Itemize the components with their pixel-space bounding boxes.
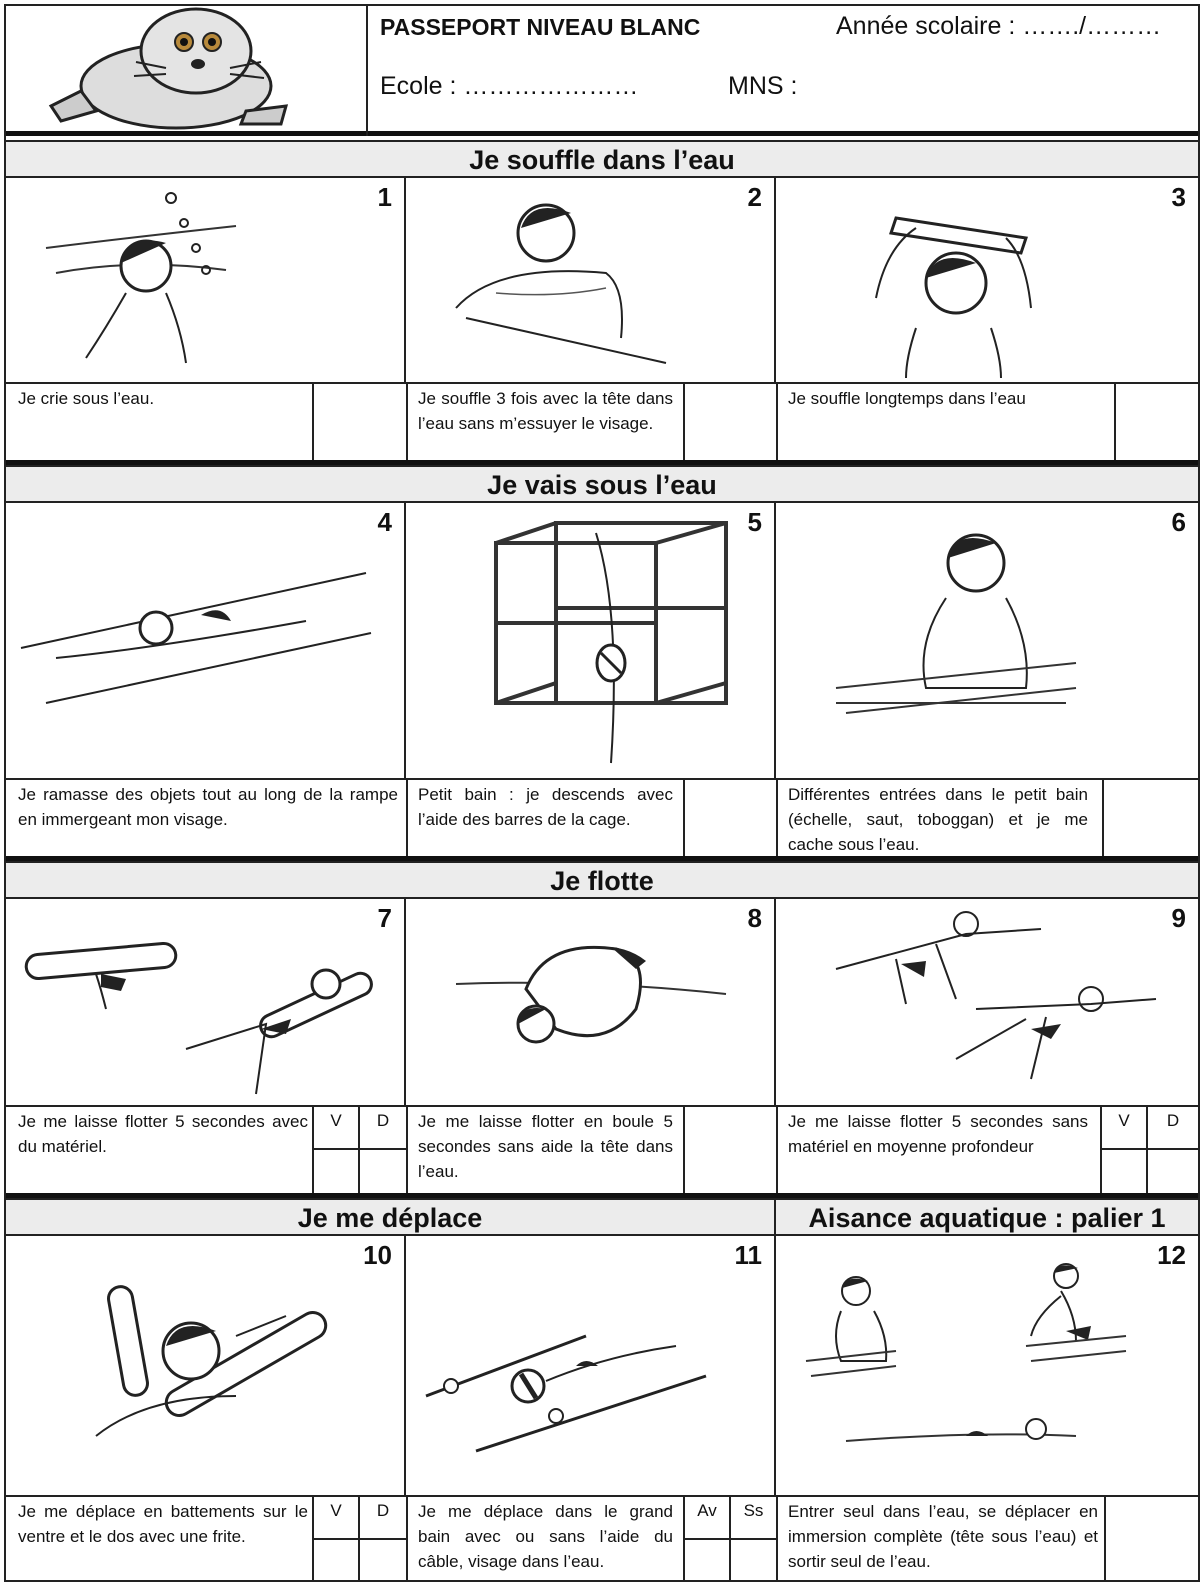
check-box[interactable] bbox=[685, 384, 776, 460]
check-box[interactable] bbox=[1104, 780, 1198, 856]
skill-description: Je me laisse flotter 5 secondes sans matériel en moyenne profondeur bbox=[788, 1112, 1088, 1156]
check-box[interactable] bbox=[314, 384, 406, 460]
column-label-v: V bbox=[330, 1111, 342, 1130]
cell-divider bbox=[776, 384, 778, 460]
enter-swim-exit-icon bbox=[776, 1236, 1198, 1497]
check-box-v[interactable] bbox=[1102, 1150, 1146, 1193]
floating-in-ball-icon bbox=[406, 899, 776, 1107]
swimmer-at-wall-icon bbox=[406, 178, 776, 384]
column-label-av: Av bbox=[697, 1501, 717, 1520]
starfish-float-icon bbox=[776, 899, 1198, 1107]
check-box-v[interactable] bbox=[314, 1540, 358, 1582]
skill-description: Je me déplace dans le grand bain avec ou sans l’aide du câble, visage dans l’eau. bbox=[418, 1502, 673, 1571]
kicking-with-noodle-icon bbox=[6, 1236, 406, 1497]
floating-with-noodle-icon bbox=[6, 899, 406, 1107]
section-title-move: Je me déplace bbox=[6, 1198, 776, 1236]
skill-number: 12 bbox=[1157, 1240, 1186, 1270]
skill-description: Je me déplace en battements sur le ventre et le dos avec une frite. bbox=[18, 1502, 308, 1546]
skill-image-cell bbox=[6, 178, 406, 384]
skill-number: 1 bbox=[377, 182, 392, 212]
column-label-v: V bbox=[330, 1501, 342, 1520]
skill-number: 7 bbox=[377, 903, 392, 933]
cage-climb-icon bbox=[406, 503, 776, 780]
cell-divider bbox=[406, 384, 408, 460]
skill-number: 5 bbox=[747, 507, 762, 537]
skill-number: 11 bbox=[734, 1240, 762, 1270]
seal-icon bbox=[46, 6, 306, 136]
skill-image-cell bbox=[406, 899, 776, 1107]
skill-number: 3 bbox=[1171, 182, 1186, 212]
skill-description: Différentes entrées dans le petit bain (échelle, saut, toboggan) et je me cache sous l’eau. bbox=[788, 785, 1088, 854]
skill-image-cell bbox=[406, 178, 776, 384]
check-box-d[interactable] bbox=[360, 1540, 406, 1582]
swimmer-on-ramp-icon bbox=[6, 503, 406, 780]
skill-image-cell bbox=[6, 503, 406, 780]
section-title-aquatic-ease: Aisance aquatique : palier 1 bbox=[776, 1198, 1198, 1236]
passport-title: PASSEPORT NIVEAU BLANC bbox=[380, 14, 701, 40]
check-box-av[interactable] bbox=[685, 1540, 729, 1582]
check-box[interactable] bbox=[1116, 384, 1198, 460]
skill-description: Je crie sous l’eau. bbox=[18, 389, 155, 408]
swimmer-with-board-icon bbox=[776, 178, 1198, 384]
check-box-d[interactable] bbox=[360, 1150, 406, 1193]
cell-divider bbox=[406, 1497, 408, 1582]
skill-image-cell bbox=[776, 178, 1198, 384]
header bbox=[6, 6, 1198, 136]
column-label-v: V bbox=[1118, 1111, 1130, 1130]
skill-number: 10 bbox=[363, 1240, 392, 1270]
skill-description: Je me laisse flotter 5 secondes avec du matériel. bbox=[18, 1112, 308, 1156]
skill-number: 2 bbox=[747, 182, 762, 212]
skill-number: 9 bbox=[1171, 903, 1186, 933]
column-label-d: D bbox=[1166, 1111, 1180, 1130]
passport-sheet bbox=[4, 4, 1200, 1582]
swimmer-shouting-icon bbox=[6, 178, 406, 384]
skill-number: 6 bbox=[1171, 507, 1186, 537]
skill-description: Petit bain : je descends avec l’aide des barres de la cage. bbox=[418, 785, 673, 829]
mns-field: MNS : bbox=[728, 72, 798, 100]
skill-image-cell bbox=[776, 899, 1198, 1107]
check-box[interactable] bbox=[1106, 1497, 1198, 1582]
skill-description: Je ramasse des objets tout au long de la rampe en immergeant mon visage. bbox=[18, 785, 398, 829]
skill-description: Je souffle longtemps dans l’eau bbox=[788, 389, 1026, 408]
school-year-field: Année scolaire : ……./……… bbox=[836, 12, 1162, 40]
check-box[interactable] bbox=[685, 780, 776, 856]
check-box-v[interactable] bbox=[314, 1150, 358, 1193]
skill-image-cell bbox=[6, 899, 406, 1107]
logo-box bbox=[6, 6, 368, 136]
skill-image-cell bbox=[776, 1236, 1198, 1497]
swimming-along-cable-icon bbox=[406, 1236, 776, 1497]
column-label-ss: Ss bbox=[743, 1501, 764, 1520]
skill-description: Je me laisse flotter en boule 5 secondes sans aide la tête dans l’eau. bbox=[418, 1112, 673, 1181]
cell-divider bbox=[776, 1107, 778, 1193]
cell-divider bbox=[406, 1107, 408, 1193]
check-box[interactable] bbox=[685, 1107, 776, 1193]
section-title-breathe: Je souffle dans l’eau bbox=[6, 140, 1198, 178]
column-label-d: D bbox=[376, 1501, 390, 1520]
check-box-d[interactable] bbox=[1148, 1150, 1198, 1193]
school-field: Ecole : ………………… bbox=[380, 72, 639, 100]
section-title-underwater: Je vais sous l’eau bbox=[6, 465, 1198, 503]
skill-description: Je souffle 3 fois avec la tête dans l’eau sans m’essuyer le visage. bbox=[418, 389, 673, 433]
skill-image-cell bbox=[406, 503, 776, 780]
crouching-swimmer-icon bbox=[776, 503, 1198, 780]
skill-image-cell bbox=[6, 1236, 406, 1497]
skill-description: Entrer seul dans l’eau, se déplacer en immersion complète (tête sous l’eau) et sortir seul de l’eau. bbox=[788, 1502, 1098, 1571]
cell-divider bbox=[776, 780, 778, 856]
skill-number: 8 bbox=[747, 903, 762, 933]
skill-number: 4 bbox=[377, 507, 392, 537]
skill-image-cell bbox=[776, 503, 1198, 780]
section-title-float: Je flotte bbox=[6, 861, 1198, 899]
column-label-d: D bbox=[376, 1111, 390, 1130]
skill-image-cell bbox=[406, 1236, 776, 1497]
cell-divider bbox=[776, 1497, 778, 1582]
check-box-ss[interactable] bbox=[731, 1540, 776, 1582]
cell-divider bbox=[406, 780, 408, 856]
